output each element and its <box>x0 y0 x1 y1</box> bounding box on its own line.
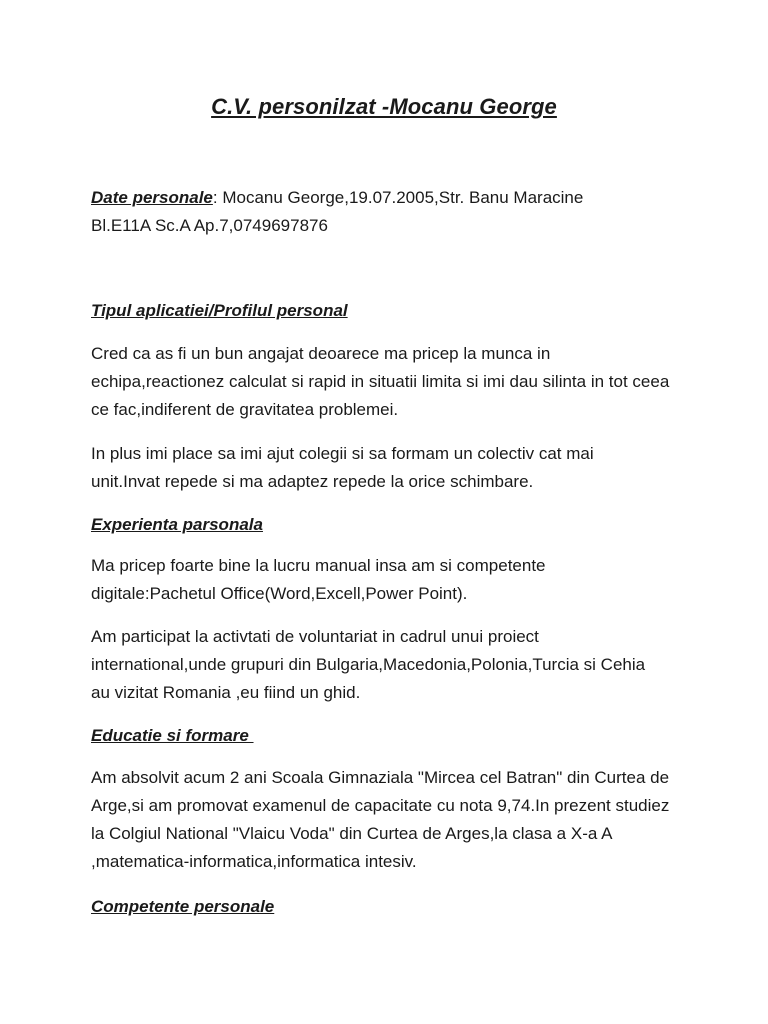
section-heading-competences: Competente personale <box>91 897 275 916</box>
section-heading-profile: Tipul aplicatiei/Profilul personal <box>91 301 348 320</box>
personal-data-text-line1: : Mocanu George,19.07.2005,Str. Banu Maracine <box>212 188 584 207</box>
personal-data-block <box>91 184 691 240</box>
personal-data-text-line2: Bl.E11A Sc.A Ap.7,0749697876 <box>91 216 328 235</box>
profile-paragraph-1: Cred ca as fi un bun angajat deoarece ma pricep la munca in echipa,reactionez calculat si rapid in situatii limita si imi dau silinta in tot ceea ce fac,indiferent de gravitatea problemei. <box>91 344 670 419</box>
profile-paragraph-2: In plus imi place sa imi ajut colegii si sa formam un colectiv cat mai unit.Invat repede si ma adaptez repede la orice schimbare. <box>91 444 594 491</box>
experience-paragraph-1: Ma pricep foarte bine la lucru manual insa am si competente digitale:Pachetul Office(Word,Excell,Power Point). <box>91 556 546 603</box>
section-heading-experience: Experienta parsonala <box>91 515 263 534</box>
section-heading-education: Educatie si formare <box>91 726 254 745</box>
personal-data-label: Date personale <box>91 188 213 207</box>
experience-paragraph-2: Am participat la activtati de voluntariat in cadrul unui proiect international,unde grupuri din Bulgaria,Macedonia,Polonia,Turcia si Cehia au vizitat Romania ,eu fiind un ghid. <box>91 627 646 702</box>
document-title: C.V. personilzat -Mocanu George <box>211 94 557 119</box>
education-paragraph-1: Am absolvit acum 2 ani Scoala Gimnaziala "Mircea cel Batran" din Curtea de Arge,si am promovat examenul de capacitate cu nota 9,74.In prezent studiez la Colgiul National "Vlaicu Voda" din Curtea de Arges,la clasa a X-a A ,matematica-informatica,informatica intesiv. <box>91 768 670 871</box>
